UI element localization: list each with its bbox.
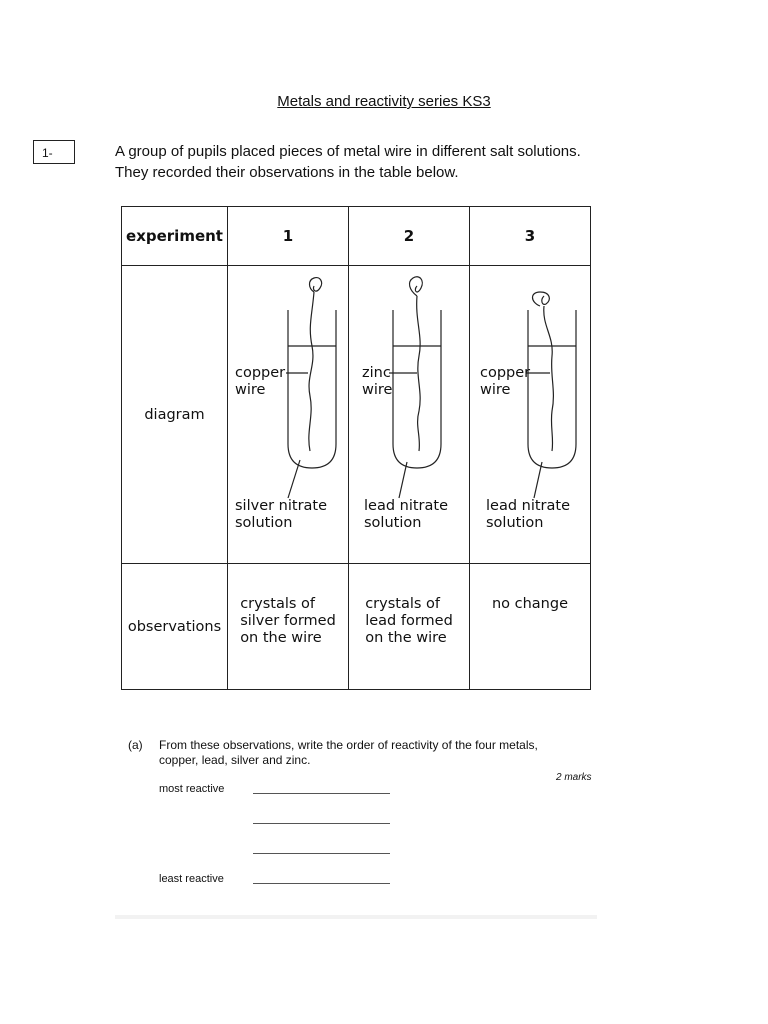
- answer-line-4[interactable]: [253, 883, 390, 884]
- question-a-text: [159, 738, 538, 768]
- question-a-line-1: From these observations, write the order of reactivity of the four metals,: [159, 738, 538, 752]
- marks-label: 2 marks: [556, 772, 592, 783]
- observation-line-1: no change: [491, 596, 569, 612]
- test-tube-outline: [393, 310, 441, 468]
- answer-line-3[interactable]: [253, 853, 390, 854]
- header-experiment-3: 3: [470, 207, 591, 266]
- solution-label-2: [364, 498, 448, 532]
- solution-label-line-1: lead nitrate: [364, 498, 449, 514]
- wire-label-1: [235, 365, 285, 399]
- most-reactive-label: most reactive: [159, 783, 225, 795]
- question-a-line-2: copper, lead, silver and zinc.: [159, 753, 311, 767]
- row-label-observations: observations: [122, 564, 228, 690]
- diagram-experiment-2: [349, 266, 470, 564]
- question-number-box: 1-: [33, 140, 75, 164]
- intro-line-1: A group of pupils placed pieces of metal wire in different salt solutions.: [115, 143, 581, 160]
- observation-experiment-2: [349, 564, 470, 690]
- least-reactive-label: least reactive: [159, 873, 224, 885]
- header-experiment: experiment: [122, 207, 228, 266]
- observation-line-1: crystals of: [365, 596, 441, 612]
- solution-label-line-1: silver nitrate: [235, 498, 328, 514]
- answer-line-2[interactable]: [253, 823, 390, 824]
- table-observations-row: [122, 564, 591, 690]
- solution-pointer: [288, 460, 300, 498]
- header-experiment-2: 2: [349, 207, 470, 266]
- wire-label-line-1: copper: [480, 365, 531, 381]
- observation-experiment-3: [470, 564, 591, 690]
- page-divider: [115, 915, 597, 919]
- observation-line-1: crystals of: [240, 596, 315, 612]
- solution-label-line-2: solution: [235, 515, 293, 531]
- observation-experiment-1: [228, 564, 349, 690]
- table-header-row: [122, 207, 591, 266]
- wire: [417, 296, 420, 451]
- solution-label-line-2: solution: [364, 515, 422, 531]
- wire-coil: [533, 292, 550, 306]
- question-a-label: (a): [128, 738, 143, 752]
- solution-label-line-2: solution: [486, 515, 544, 531]
- wire: [309, 292, 314, 451]
- observation-line-2: silver formed: [240, 613, 336, 629]
- table-diagram-row: [122, 266, 591, 564]
- experiment-table: [121, 206, 591, 690]
- wire: [544, 306, 554, 451]
- header-experiment-1: 1: [228, 207, 349, 266]
- wire-label-line-1: zinc: [362, 365, 391, 381]
- answer-line-1[interactable]: [253, 793, 390, 794]
- solution-pointer: [399, 462, 407, 498]
- observation-line-3: on the wire: [240, 630, 322, 646]
- observation-line-3: on the wire: [365, 630, 447, 646]
- wire-label-line-2: wire: [235, 382, 266, 398]
- row-label-diagram: diagram: [122, 266, 228, 564]
- wire-coil: [310, 278, 322, 292]
- wire-label-line-2: wire: [480, 382, 511, 398]
- page-title: Metals and reactivity series KS3: [277, 93, 491, 110]
- wire-label-line-1: copper: [235, 365, 286, 381]
- question-intro: [115, 141, 581, 183]
- solution-label-3: [486, 498, 570, 532]
- test-tube-outline: [288, 310, 336, 468]
- wire-label-2: [362, 365, 392, 399]
- intro-line-2: They recorded their observations in the table below.: [115, 164, 459, 181]
- wire-label-line-2: wire: [362, 382, 393, 398]
- observation-line-2: lead formed: [365, 613, 453, 629]
- wire-label-3: [480, 365, 530, 399]
- solution-label-line-1: lead nitrate: [486, 498, 571, 514]
- solution-label-1: [235, 498, 327, 532]
- wire-coil: [410, 277, 423, 296]
- solution-pointer: [534, 462, 542, 498]
- diagram-experiment-3: [470, 266, 591, 564]
- diagram-experiment-1: [228, 266, 349, 564]
